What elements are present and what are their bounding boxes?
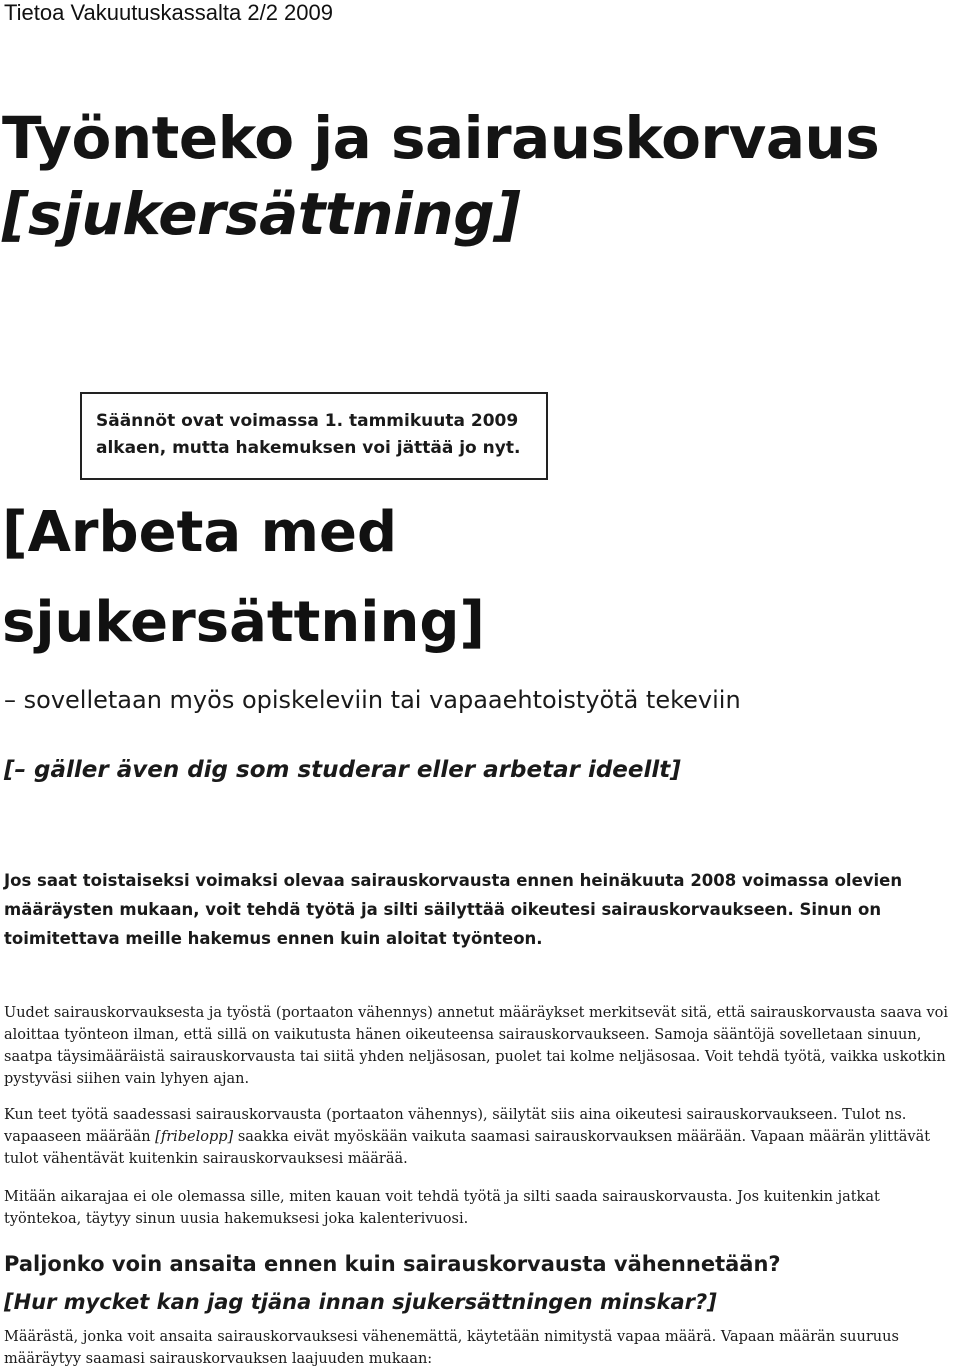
page-title-swedish: [sjukersättning] [2,180,521,248]
page-title: Työnteko ja sairauskorvaus [2,104,880,172]
fribelopp-term: [fribelopp] [155,1129,234,1145]
body-paragraph-3: Mitään aikarajaa ei ole olemassa sille, miten kauan voit tehdä työtä ja silti saada sairauskorvausta. Jos kuitenkin jatkat työntekoa, täytyy sinun uusia hakemuksesi joka kalenterivuosi. [4,1189,880,1227]
tagline-finnish: – sovelletaan myös opiskeleviin tai vapaaehtoistyötä tekeviin [4,686,741,714]
body-paragraph-2 [4,1104,956,1170]
paragraph-2-text-start: Kun teet työtä saadessasi sairauskorvausta (portaaton vähennys), säilytät siis aina oikeutesi sairauskorvaukseen. Tulot ns. vapaaseen määrään [4,1107,907,1145]
paragraph-2-text-end: saakka eivät myöskään vaikuta saamasi sairauskorvauksen määrään. Vapaan määrän ylittävät tulot vähentävät kuitenkin sairauskorvauksesi määrää. [4,1129,931,1167]
lead-paragraph: Jos saat toistaiseksi voimaksi olevaa sairauskorvausta ennen heinäkuuta 2008 voimassa olevien määräysten mukaan, voit tehdä työtä ja silti säilyttää oikeutesi sairauskorvaukseen. Sinun on toimitettava meille hakemus ennen kuin aloitat työnteon. [4,871,903,948]
document-header: Tietoa Vakuutuskassalta 2/2 2009 [4,0,333,25]
question-heading-swedish: [Hur mycket kan jag tjäna innan sjukersättningen minskar?] [4,1290,717,1314]
body-paragraph-1: Uudet sairauskorvauksesta ja työstä (portaaton vähennys) annetut määräykset merkitsevät sitä, että sairauskorvausta saava voi aloittaa työnteon ilman, että sillä on vaikutusta hänen oikeuteensa sairauskorvaukseen. Samoja sääntöjä sovelletaan sinuun, saatpa täysimääräistä sairauskorvausta tai siitä yhden neljäsosan, puolet tai kolme neljäsosaa. Voit tehdä työtä, vaikka uskotkin pystyväsi siihen vain lyhyen ajan. [4,1005,949,1087]
question-heading-finnish: Paljonko voin ansaita ennen kuin sairauskorvausta vähennetään? [4,1252,781,1276]
body-paragraph-4: Määrästä, jonka voit ansaita sairauskorvauksesi vähenemättä, käytetään nimitystä vapaa määrä. Vapaan määrän suuruus määräytyy saamasi sairauskorvauksen laajuuden mukaan: [4,1329,899,1367]
notice-box [80,392,548,480]
tagline-swedish: [– gäller även dig som studerar eller arbetar ideellt] [4,757,681,783]
section-title-swedish: [Arbeta med sjukersättning] [2,500,485,655]
notice-text: Säännöt ovat voimassa 1. tammikuuta 2009 alkaen, mutta hakemuksen voi jättää jo nyt. [96,411,521,458]
